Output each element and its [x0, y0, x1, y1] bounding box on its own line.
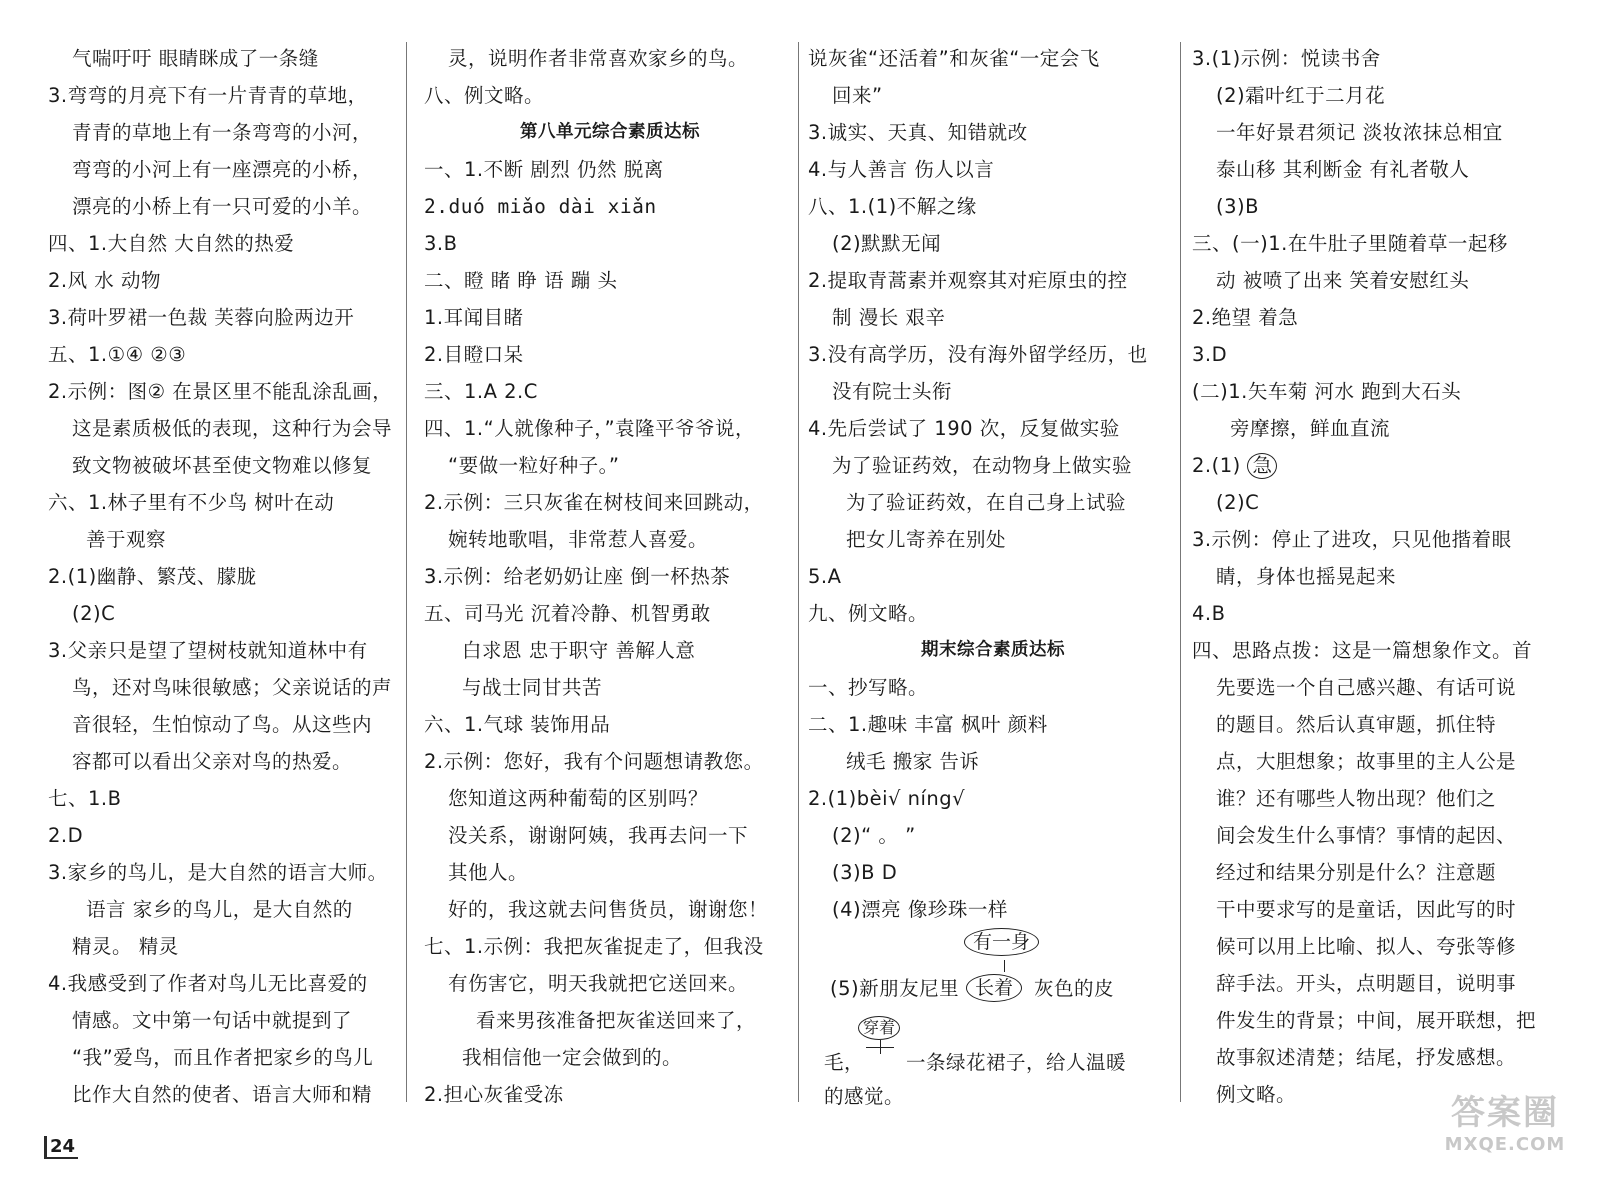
text-line: 绒毛 搬家 告诉: [846, 750, 980, 773]
item-label: 2.(1): [1192, 454, 1241, 477]
text-line: 4.我感受到了作者对鸟儿无比喜爱的: [48, 972, 368, 995]
text-line: (2)默默无闻: [832, 232, 942, 255]
text-line: 2.担心灰雀受冻: [424, 1083, 564, 1106]
text-line: 说灰雀“还活着”和灰雀“一定会飞: [808, 47, 1100, 70]
text-line: “要做一粒好种子。”: [448, 454, 620, 477]
text-line: (4)漂亮 像珍珠一样: [832, 898, 1008, 921]
page-number: 24: [44, 1136, 78, 1159]
text-line: 六、1.气球 装饰用品: [424, 713, 611, 736]
text-line: 有伤害它，明天我就把它送回来。: [448, 972, 749, 995]
text-line: 点，大胆想象；故事里的主人公是: [1216, 750, 1517, 773]
text-line: 一、1.不断 剧烈 仍然 脱离: [424, 158, 664, 181]
text-line: 八、1.(1)不解之缘: [808, 195, 977, 218]
text-line: 3.(1)示例：悦读书舍: [1192, 47, 1381, 70]
connector-line: [866, 1047, 894, 1048]
text-line: 致文物被破坏甚至使文物难以修复: [72, 454, 373, 477]
text-line: (2)C: [1216, 491, 1260, 514]
text-line: 音很轻，生怕惊动了鸟。从这些内: [72, 713, 373, 736]
text-line: 四、1.大自然 大自然的热爱: [48, 232, 295, 255]
text-line: 2.示例：图② 在景区里不能乱涂乱画，: [48, 380, 393, 403]
text-line: 毛，: [824, 1051, 865, 1074]
pinyin-line: 2.duó miǎo dài xiǎn: [424, 195, 657, 218]
text-line: 辞手法。开头，点明题目，说明事: [1216, 972, 1517, 995]
answer-column-2: [424, 40, 796, 1113]
text-line: 件发生的背景；中间，展开联想，把: [1216, 1009, 1537, 1032]
text-line: 七、1.示例：我把灰雀捉走了，但我没: [424, 935, 764, 958]
section-heading: 第八单元综合素质达标: [520, 122, 700, 142]
text-line: 一年好景君须记 淡妆浓抹总相宜: [1216, 121, 1503, 144]
answer-column-4: [1192, 40, 1572, 1113]
text-line: 2.风 水 动物: [48, 269, 162, 292]
text-line: 睛，身体也摇晃起来: [1216, 565, 1397, 588]
text-line: 制 漫长 艰辛: [832, 306, 946, 329]
text-line: 三、(一)1.在牛肚子里随着草一起移: [1192, 232, 1508, 255]
text-line: 2.(1)幽静、繁茂、朦胧: [48, 565, 257, 588]
text-line: 动 被喷了出来 笑着安慰红头: [1216, 269, 1470, 292]
text-line: 青青的草地上有一条弯弯的小河，: [72, 121, 373, 144]
option-ellipse-bottom: 穿着: [858, 1016, 900, 1040]
text-line: 2.绝望 着急: [1192, 306, 1299, 329]
text-line: 2.示例：三只灰雀在树枝间来回跳动，: [424, 491, 764, 514]
circled-answer: 急: [1247, 453, 1277, 479]
text-line: 四、1.“人就像种子，”袁隆平爷爷说，: [424, 417, 756, 440]
text-line: 先要选一个自己感兴趣、有话可说: [1216, 676, 1517, 699]
text-line: 语言 家乡的鸟儿，是大自然的: [86, 898, 353, 921]
text-line: 3.B: [424, 232, 458, 255]
text-line: 三、1.A 2.C: [424, 380, 538, 403]
column-divider: [406, 42, 407, 1102]
text-line: 2.示例：您好，我有个问题想请教您。: [424, 750, 764, 773]
text-line: 这是素质极低的表现，这种行为会导: [72, 417, 393, 440]
site-watermark: [1440, 1085, 1570, 1175]
column-divider: [798, 42, 799, 1102]
text-line: [1192, 447, 1572, 484]
text-line: 比作大自然的使者、语言大师和精: [72, 1083, 373, 1106]
text-line: 八、例文略。: [424, 84, 545, 107]
text-line: 与战士同甘共苦: [462, 676, 603, 699]
text-line: 弯弯的小河上有一座漂亮的小桥，: [72, 158, 373, 181]
text-line: 我相信他一定会做到的。: [462, 1046, 683, 1069]
text-line: 2.(1)bèi√ níng√: [808, 787, 966, 810]
text-line: 回来”: [832, 84, 883, 107]
text-line: 3.示例：给老奶奶让座 倒一杯热茶: [424, 565, 731, 588]
watermark-url: MXQE.COM: [1444, 1134, 1566, 1155]
text-line: 4.B: [1192, 602, 1226, 625]
text-line: 3.荷叶罗裙一色裁 芙蓉向脸两边开: [48, 306, 355, 329]
text-line: 泰山移 其利断金 有礼者敬人: [1216, 158, 1470, 181]
text-line: 鸟，还对鸟味很敏感；父亲说话的声: [72, 676, 393, 699]
text-line: 3.诚实、天真、知错就改: [808, 121, 1028, 144]
text-line: 5.A: [808, 565, 842, 588]
option-ellipse-top: 有一身: [964, 928, 1039, 956]
text-line: 善于观察: [86, 528, 167, 551]
text-line: 婉转地歌唱，非常惹人喜爱。: [448, 528, 709, 551]
text-line: 4.与人善言 伤人以言: [808, 158, 995, 181]
text-line: 一条绿花裙子，给人温暖: [906, 1051, 1127, 1074]
column-divider: [1180, 42, 1181, 1102]
text-line: 气喘吁吁 眼睛眯成了一条缝: [72, 47, 319, 70]
text-line: 白求恩 忠于职守 善解人意: [462, 639, 696, 662]
text-line: 干中要求写的是童话，因此写的时: [1216, 898, 1517, 921]
text-line: 看来男孩准备把灰雀送回来了，: [476, 1009, 757, 1032]
text-line: 二、1.趣味 丰富 枫叶 颜料: [808, 713, 1048, 736]
text-line: 其他人。: [448, 861, 529, 884]
text-line: 容都可以看出父亲对鸟的热爱。: [72, 750, 353, 773]
text-line: 没有院士头衔: [832, 380, 953, 403]
text-line: 例文略。: [1216, 1083, 1297, 1106]
text-line: (二)1.矢车菊 河水 跑到大石头: [1192, 380, 1462, 403]
answer-column-3: [808, 40, 1178, 928]
text-line: 没关系，谢谢阿姨，我再去问一下: [448, 824, 749, 847]
text-line: (2)“ 。 ”: [832, 824, 916, 847]
text-line: 3.弯弯的月亮下有一片青青的草地，: [48, 84, 368, 107]
text-line: 把女儿寄养在别处: [846, 528, 1007, 551]
text-line: (5)新朋友尼里: [830, 977, 960, 1000]
word-choice-diagram: [808, 928, 1178, 1108]
option-ellipse-middle: 长着: [966, 974, 1022, 1002]
text-line: 2.目瞪口呆: [424, 343, 524, 366]
text-line: 六、1.林子里有不少鸟 树叶在动: [48, 491, 335, 514]
text-line: 的感觉。: [824, 1085, 905, 1108]
text-line: 一、抄写略。: [808, 676, 929, 699]
text-line: 间会发生什么事情？事情的起因、: [1216, 824, 1517, 847]
text-line: 灵，说明作者非常喜欢家乡的鸟。: [448, 47, 749, 70]
text-line: 灰色的皮: [1034, 977, 1115, 1000]
text-line: 旁摩擦，鲜血直流: [1230, 417, 1391, 440]
text-line: 漂亮的小桥上有一只可爱的小羊。: [72, 195, 373, 218]
text-line: 九、例文略。: [808, 602, 929, 625]
text-line: (3)B D: [832, 861, 898, 884]
text-line: 五、司马光 沉着冷静、机智勇敢: [424, 602, 711, 625]
watermark-logo: 答案圈: [1451, 1093, 1559, 1133]
section-heading: 期末综合素质达标: [921, 640, 1065, 660]
text-line: 二、瞪 睹 睁 语 蹦 头: [424, 269, 618, 292]
text-line: 1.耳闻目睹: [424, 306, 524, 329]
text-line: 3.D: [1192, 343, 1228, 366]
text-line: (2)霜叶红于二月花: [1216, 84, 1386, 107]
text-line: 2.D: [48, 824, 84, 847]
text-line: (3)B: [1216, 195, 1259, 218]
connector-line: [1004, 960, 1005, 972]
text-line: 精灵。 精灵: [72, 935, 179, 958]
text-line: 好的，我这就去问售货员，谢谢您！: [448, 898, 769, 921]
text-line: (2)C: [72, 602, 116, 625]
text-line: 2.提取青蒿素并观察其对疟原虫的控: [808, 269, 1128, 292]
text-line: 的题目。然后认真审题，抓住特: [1216, 713, 1497, 736]
text-line: 3.父亲只是望了望树枝就知道林中有: [48, 639, 368, 662]
text-line: 为了验证药效，在自己身上试验: [846, 491, 1127, 514]
text-line: 3.家乡的鸟儿，是大自然的语言大师。: [48, 861, 388, 884]
text-line: 为了验证药效，在动物身上做实验: [832, 454, 1133, 477]
text-line: 五、1.①④ ②③: [48, 343, 187, 366]
text-line: 七、1.B: [48, 787, 122, 810]
text-line: 谁？还有哪些人物出现？他们之: [1216, 787, 1497, 810]
text-line: “我”爱鸟，而且作者把家乡的鸟儿: [72, 1046, 374, 1069]
text-line: 情感。文中第一句话中就提到了: [72, 1009, 353, 1032]
text-line: 经过和结果分别是什么？注意题: [1216, 861, 1497, 884]
text-line: 3.示例：停止了进攻，只见他揩着眼: [1192, 528, 1512, 551]
answer-column-1: [48, 40, 400, 1113]
text-line: 四、思路点拨：这是一篇想象作文。首: [1192, 639, 1533, 662]
text-line: 您知道这两种葡萄的区别吗？: [448, 787, 709, 810]
text-line: 候可以用上比喻、拟人、夸张等修: [1216, 935, 1517, 958]
text-line: 故事叙述清楚；结尾，抒发感想。: [1216, 1046, 1517, 1069]
text-line: 3.没有高学历，没有海外留学经历，也: [808, 343, 1148, 366]
text-line: 4.先后尝试了 190 次，反复做实验: [808, 417, 1120, 440]
